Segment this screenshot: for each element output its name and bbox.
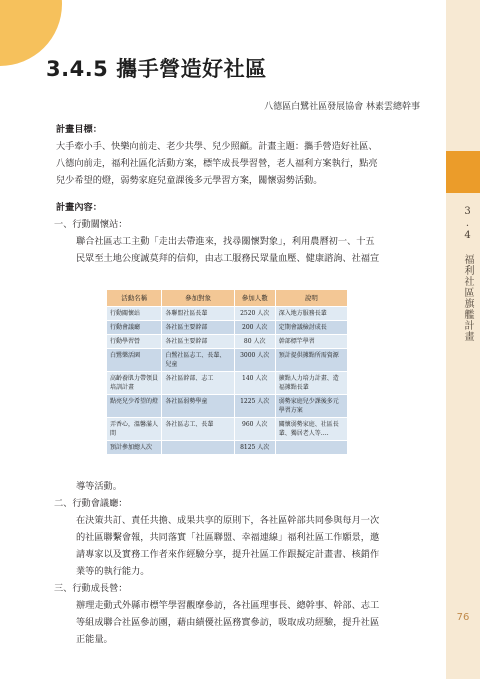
goal-line: 八德向前走，福利社區化活動方案，標竿成長學習營，老人福利方案執行，點亮 [56,158,378,169]
table-cell: 各聯盟社區長輩 [162,307,234,321]
table-cell: 行動學習營 [107,335,162,349]
column-header-participants: 參加對象 [162,290,234,307]
section-1-heading: 一、行動關懷站： [54,219,128,230]
section-1-line: 民眾至土地公度誠莫拜的信仰，由志工服務民眾量血壓、健康諮詢、社福宣 [76,253,380,264]
section-3-heading: 三、行動成長營： [54,583,128,594]
table-cell: 白鷺樂活園 [107,349,162,372]
table-cell [162,441,234,455]
table-cell: 點亮兒少希望的燈 [107,395,162,418]
table-cell: 定期會議檢討成長 [275,321,347,335]
table-row [107,321,348,335]
table-cell: 高齡養肌力帶領員培訓計畫 [107,372,162,395]
column-header-count: 參加人數 [234,290,275,307]
table-cell: 幹部標竿學習 [275,335,347,349]
table-cell: 各社區志工、長輩 [162,418,234,441]
table-cell: 3000 人次 [234,349,275,372]
content-section-top [56,199,428,267]
section-3-line: 正能量。 [76,634,113,645]
table-row [107,335,348,349]
table-cell: 1225 人次 [234,395,275,418]
section-1-line: 導等活動。 [76,481,122,492]
table-cell [275,441,347,455]
table-cell: 各社區主要幹部 [162,335,234,349]
table-cell: 8125 人次 [234,441,275,455]
table-cell: 各社區弱勢學童 [162,395,234,418]
table-total-row [107,441,348,455]
table-cell: 白鷺社區志工、長輩、兒童 [162,349,234,372]
table-row [107,349,348,372]
table-row [107,372,348,395]
table-row [107,395,348,418]
table-cell: 弱勢家庭兒少課後多元學習方案 [275,395,347,418]
section-2-heading: 二、行動會議廳： [54,498,128,509]
content-section-bottom [56,478,428,648]
table-cell: 深入地方服務長輩 [275,307,347,321]
author-line: 八德區白鷺社區發展協會 林素雲總幹事 [264,102,420,112]
table-cell: 弄香心，溫馨滿人間 [107,418,162,441]
column-header-notes: 說明 [275,290,347,307]
section-2-line: 在決策共訂、責任共擔、成果共享的原則下，各社區幹部共同參與每月一次 [76,515,380,526]
section-1-line: 聯合社區志工主動「走出去帶進來，找尋關懷對象」，利用農曆初一、十五 [76,236,375,247]
table-cell: 行動關懷站 [107,307,162,321]
side-chapter-title: 3.4 福利社區旗艦計畫 [462,206,473,342]
table-cell: 各社區幹部、志工 [162,372,234,395]
table-cell: 2520 人次 [234,307,275,321]
side-tab-marker [446,151,480,193]
table-cell: 140 人次 [234,372,275,395]
goal-line: 兒少希望的燈，弱勢家庭兒童課後多元學習方案，關懷弱勢活動。 [56,175,323,186]
table-cell: 預計提供據點所需資源 [275,349,347,372]
table-header-row [107,290,348,307]
goal-section [56,121,428,189]
section-2-line: 請專家以及實務工作者來作經驗分享，提升社區工作跟擬定計畫書、核銷作 [76,549,380,560]
table-row [107,307,348,321]
activity-table [106,289,348,455]
table-row [107,418,348,441]
goal-line: 大手牽小手、快樂向前走、老少共學、兒少照顧。計畫主題：攜手營造好社區、 [56,141,378,152]
table-cell: 擴點人力培力計畫、造福據點長輩 [275,372,347,395]
content-heading: 計畫內容： [56,202,102,213]
section-2-line: 業等的執行能力。 [76,566,150,577]
table-cell: 200 人次 [234,321,275,335]
section-2-line: 的社區聯繫會報，共同落實「社區聯盟、幸福連線」福利社區工作願景，邀 [76,532,380,543]
table-cell: 各社區主要幹部 [162,321,234,335]
page-number: 76 [456,612,470,623]
goal-heading: 計畫目標： [56,124,102,135]
table-cell: 行動會議廳 [107,321,162,335]
table-cell: 80 人次 [234,335,275,349]
section-3-line: 等組成聯合社區參訪團，藉由績優社區務實參訪，吸取成功經驗，提升社區 [76,617,380,628]
table-cell: 960 人次 [234,418,275,441]
column-header-activity: 活動名稱 [107,290,162,307]
table-cell: 關懷弱勢家庭、社區長輩、獨居老人等…. [275,418,347,441]
section-3-line: 辦理走動式外縣市標竿學習觀摩參訪，各社區理事長、總幹事、幹部、志工 [76,600,380,611]
table-cell: 預計參加總人次 [107,441,162,455]
page-title: 3.4.5 攜手營造好社區 [46,57,267,81]
